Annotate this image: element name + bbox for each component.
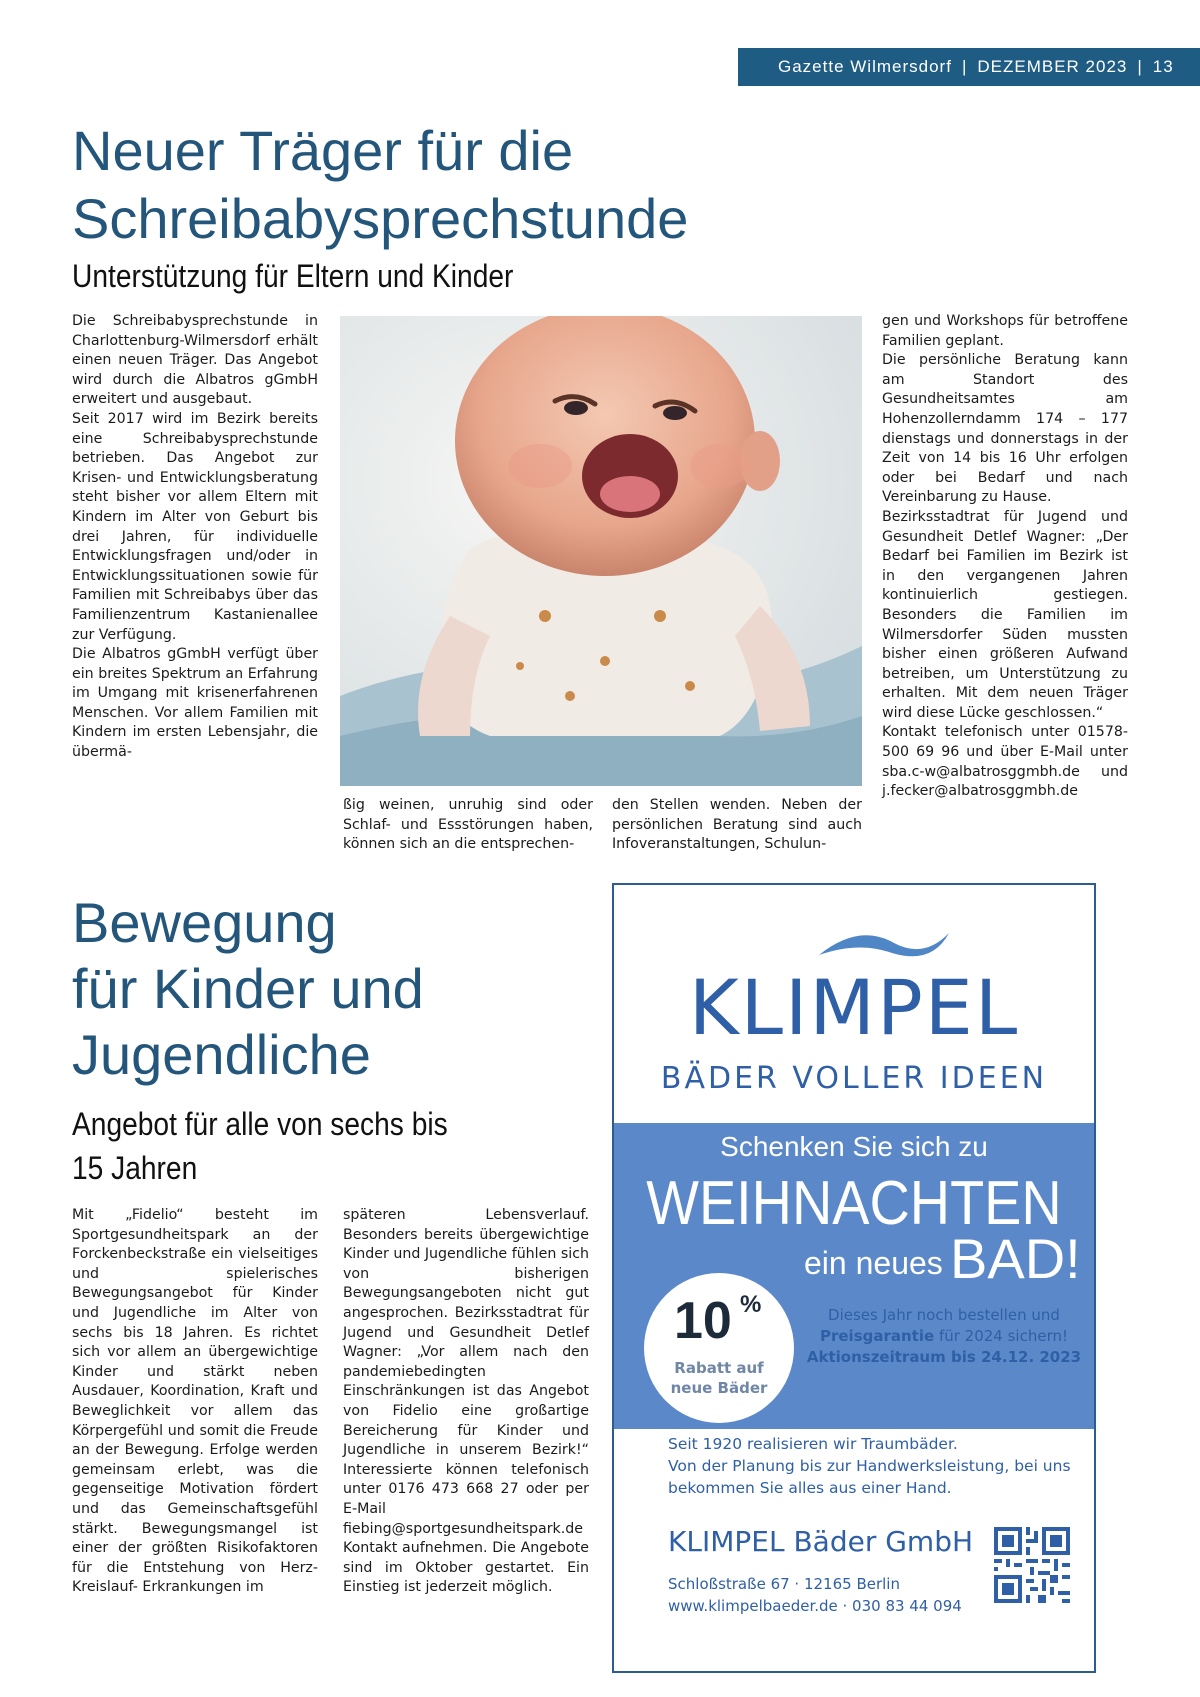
company-web-phone: www.klimpelbaeder.de · 030 83 44 094 xyxy=(668,1597,962,1615)
discount-label-line1: Rabatt auf xyxy=(674,1359,764,1377)
offer-ein-neues: ein neues xyxy=(804,1245,943,1281)
offer-line1: Dieses Jahr noch bestellen und xyxy=(828,1306,1060,1324)
brand-name: KLIMPEL xyxy=(688,963,1020,1052)
history-line3: bekommen Sie alles aus einer Hand. xyxy=(668,1479,952,1497)
page-number: 13 xyxy=(1152,57,1174,76)
article2-column1 xyxy=(72,1206,318,1598)
page-header-bar xyxy=(738,48,1200,86)
klimpel-advertisement xyxy=(612,883,1096,1673)
offer-intro: Schenken Sie sich zu xyxy=(720,1131,988,1162)
paragraph: Die Schreibabysprechstunde in Charlottenburg-Wilmersdorf erhält einen neuen Träger. Das Angebot wird durch die Albatros gGmbH erweitert und ausgebaut. xyxy=(72,313,318,408)
discount-percent: % xyxy=(740,1291,762,1318)
article2-column2 xyxy=(343,1206,589,1598)
paragraph: ßig weinen, unruhig sind oder Schlaf- und Essstörungen haben, können sich an die entsprechen- xyxy=(343,797,593,853)
discount-value: 10 xyxy=(674,1292,732,1350)
article2-title-line3: Jugendliche xyxy=(72,1023,371,1086)
paragraph: Die persönliche Beratung kann am Standort des Gesundheitsamtes am Hohenzollerndamm 174 – 177 dienstags und donnerstags in der Zeit von 14 bis 16 Uhr erfolgen oder bei Bedarf und nach Vereinbarung zu Hause. xyxy=(882,352,1128,506)
offer-bad: BAD! xyxy=(950,1227,1081,1290)
header-separator: | xyxy=(961,57,968,76)
offer-bold: Preisgarantie xyxy=(819,1327,935,1345)
offer-details xyxy=(804,1305,1084,1368)
issue-date: DEZEMBER 2023 xyxy=(977,57,1128,76)
article1-title-line1: Neuer Träger für die xyxy=(72,119,574,182)
offer-headline: WEIHNACHTEN xyxy=(646,1169,1062,1238)
article2-title-line2: für Kinder und xyxy=(72,957,424,1020)
offer-line2 xyxy=(804,1326,1084,1347)
offer-panel xyxy=(614,1123,1094,1429)
article2-subtitle-line2: 15 Jahren xyxy=(72,1150,198,1186)
paragraph: gen und Workshops für betroffene Familien geplant. xyxy=(882,313,1128,349)
history-line1: Seit 1920 realisieren wir Traumbäder. xyxy=(668,1435,958,1453)
discount-label-line2: neue Bäder xyxy=(670,1379,768,1397)
paragraph: Seit 2017 wird im Bezirk bereits eine Schreibabysprechstunde betrieben. Das Angebot zur Krisen- und Entwicklungsberatung steht bisher vor allem Eltern mit Kindern im Alter von Geburt bis drei Jahren, für individuelle Entwicklungsfragen und/oder in Entwicklungssituationen sowie für Familien mit Schreibabys über das Familienzentrum Kastanienallee zur Verfügung. xyxy=(72,410,318,643)
article1-headline xyxy=(72,117,688,253)
history-line2: Von der Planung bis zur Handwerksleistung, bei uns xyxy=(668,1457,1071,1475)
article1-title-line2: Schreibabysprechstunde xyxy=(72,187,689,250)
paragraph: den Stellen wenden. Neben der persönlichen Beratung sind auch Infoveranstaltungen, Schulun- xyxy=(612,797,862,853)
article1-column3 xyxy=(612,796,862,855)
qr-code-icon[interactable] xyxy=(994,1527,1070,1603)
crying-baby-photo xyxy=(340,316,862,786)
paragraph: Kontakt telefonisch unter 01578-500 69 96 und über E-Mail unter sba.c-w@albatrosggmbh.de und j.fecker@albatrosggmbh.de xyxy=(882,724,1128,800)
company-address: Schloßstraße 67 · 12165 Berlin xyxy=(668,1575,900,1593)
paragraph: Bezirksstadtrat für Jugend und Gesundheit Detlef Wagner: „Der Bedarf bei Familien im Bezirk ist in den vergangenen Jahren kontinuierlich gestiegen. Besonders die Familien im Wilmersdorfer Süden mussten bisher einen größeren Aufwand betreiben, um Unterstützung zu erhalten. Mit dem neuen Träger wird diese Lücke geschlossen.“ xyxy=(882,508,1128,721)
brand-tagline: BÄDER VOLLER IDEEN xyxy=(660,1061,1048,1096)
header-separator: | xyxy=(1137,57,1143,76)
article1-subtitle: Unterstützung für Eltern und Kinder xyxy=(72,258,514,294)
paragraph: Die Albatros gGmbH verfügt über ein breites Spektrum an Erfahrung im Umgang mit krisenerfahrenen Menschen. Vor allem Familien mit Kindern im ersten Lebensjahr, die übermä- xyxy=(72,646,318,761)
wave-logo-icon xyxy=(814,925,954,965)
article2-title-line1: Bewegung xyxy=(72,891,337,954)
article1-column4 xyxy=(882,312,1128,802)
offer-line2-rest: für 2024 sichern! xyxy=(934,1327,1068,1345)
company-contact xyxy=(668,1573,962,1617)
company-history xyxy=(668,1433,1088,1499)
baby-illustration xyxy=(340,316,862,786)
discount-badge xyxy=(644,1273,794,1423)
offer-line3: Aktionszeitraum bis 24.12. 2023 xyxy=(806,1348,1082,1366)
article2-subtitle-line1: Angebot für alle von sechs bis xyxy=(72,1106,448,1142)
article2-headline xyxy=(72,890,424,1088)
paragraph: Mit „Fidelio“ besteht im Sportgesundheitspark an der Forckenbeckstraße ein vielseitiges und spielerisches Bewegungsangebot für Kinder und Jugendliche im Alter von sechs bis 18 Jahren. Es richtet sich vor allem an übergewichtige Kinder und stärkt neben Ausdauer, Koordination, Kraft und Beweglichkeit vor allem das Körpergefühl und somit die Freude an der Bewegung. Erfolge werden gemeinsam erlebt, was die gegenseitige Motivation fördert und das Gemeinschaftsgefühl stärkt. Bewegungsmangel ist einer der größten Risikofaktoren für die Entstehung von Herz-Kreislauf- Erkrankungen im xyxy=(72,1207,318,1596)
article1-column1 xyxy=(72,312,318,763)
article2-subtitle xyxy=(72,1102,499,1190)
company-name: KLIMPEL Bäder GmbH xyxy=(668,1525,974,1558)
paragraph: späteren Lebensverlauf. Besonders bereits übergewichtige Kinder und Jugendliche fühlen sich von bisherigen Bewegungsangeboten nicht gut angesprochen. Bezirksstadtrat für Jugend und Gesundheit Detlef Wagner: „Vor allem nach den pandemiebedingten Einschränkungen ist das Angebot von Fidelio eine großartige Bereicherung für Kinder und Jugendliche in unserem Bezirk!“ Interessierte können telefonisch unter 0176 473 668 27 oder per E-Mail fiebing@sportgesundheitspark.de Kontakt aufnehmen. Die Angebote sind im Oktober gestartet. Ein Einstieg ist jederzeit möglich. xyxy=(343,1207,589,1596)
article1-column2 xyxy=(343,796,593,855)
publication-name: Gazette Wilmersdorf xyxy=(778,57,952,76)
